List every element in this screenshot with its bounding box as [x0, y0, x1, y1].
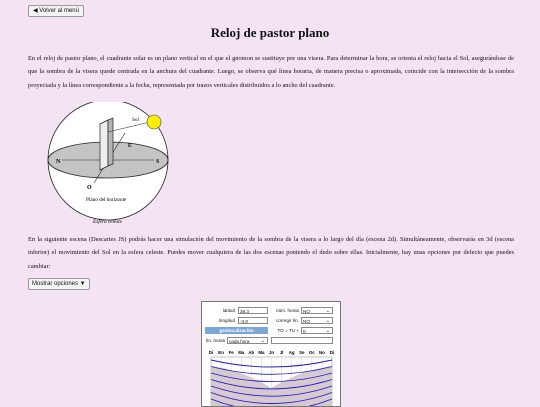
- celestial-sphere-diagram: [40, 102, 190, 227]
- latitude-input[interactable]: 39.3: [238, 307, 268, 314]
- shepherd-dial-canvas[interactable]: [202, 346, 340, 406]
- sun-icon: [147, 115, 161, 129]
- descartes-scene[interactable]: [201, 301, 341, 407]
- latitude-label: latitud: [222, 308, 235, 313]
- month-label: Di: [329, 350, 335, 355]
- num-hours-select[interactable]: NO ⌄: [301, 307, 333, 314]
- celestial-sphere-label: Esfera celeste: [93, 219, 122, 225]
- dial-plate: [100, 120, 108, 170]
- west-label: O: [87, 185, 92, 191]
- extra-input[interactable]: [271, 337, 333, 344]
- month-label: En: [218, 350, 224, 355]
- show-options-button[interactable]: Mostrar opciones ▼: [28, 278, 90, 290]
- intro-paragraph: En el reloj de pastor plano, el cuadrante solar es un plano vertical en el que el gnomon se sustituye por una visera. Para determinar la hora, se orienta el reloj hacia el Sol, asegurándose de que la sombra de la visera quede centrada en la anchura del cuadrante. Luego, se observa qué línea horaria, de manera precisa o aproximada, coincide con la intersección de la sombra proyectada y la línea correspondiente a la fecha, representada por trazos verticales distribuidos a lo ancho del cuadrante.: [28, 55, 514, 89]
- month-label: Ag: [288, 350, 295, 355]
- correct-lines-select[interactable]: NO ⌄: [301, 317, 333, 324]
- chevron-down-icon: ⌄: [325, 318, 330, 324]
- hour-lines-label: lín. horas: [206, 338, 225, 343]
- east-label: E: [128, 143, 132, 149]
- longitude-input[interactable]: -3.0: [238, 317, 268, 324]
- scene-description-paragraph: En la siguiente escena (Descartes JS) podrás hacer una simulación del movimiento de la sombra de la visera a lo largo del día (escena 2d). Simultáneamente, observarás en 3d (escena inferior) el movimiento del Sol en la esfera celeste. Puedes mover cualquiera de las dos escenas poniendo el dedo sobre ellas. Inicialmente, hay unas opciones por defecto que puedes cambiar:: [28, 236, 514, 270]
- horizon-plane-label: Plano del horizonte: [86, 197, 127, 203]
- chevron-down-icon: ⌄: [260, 338, 265, 344]
- to-tu-label: TO = TU +: [277, 328, 299, 333]
- month-label: Jl: [279, 350, 284, 355]
- page-title: Reloj de pastor plano: [210, 25, 330, 40]
- num-hours-label: núm. horas: [276, 308, 299, 313]
- north-label: N: [56, 159, 61, 165]
- chevron-down-icon: ⌄: [325, 328, 330, 334]
- south-label: S: [156, 159, 160, 165]
- correct-lines-label: corregir lín.: [276, 318, 299, 323]
- month-label: Jn: [268, 350, 275, 355]
- back-to-menu-button[interactable]: ◀ Volver al menú: [28, 5, 84, 17]
- month-label: Se: [299, 350, 305, 355]
- month-label: Ma: [258, 350, 265, 355]
- month-label: Ab: [248, 350, 255, 355]
- month-label: Oc: [308, 350, 315, 355]
- sol-label: Sol: [132, 117, 139, 123]
- month-label: No: [318, 350, 325, 355]
- longitude-label: longitud: [218, 318, 235, 323]
- to-tu-select[interactable]: 0 ⌄: [301, 327, 333, 334]
- month-label: Fe: [228, 350, 234, 355]
- geolocation-button[interactable]: geolocalización: [205, 327, 268, 334]
- month-label: Ma: [238, 350, 245, 355]
- chevron-down-icon: ⌄: [325, 308, 330, 314]
- month-label: Di: [208, 350, 214, 355]
- hour-lines-select[interactable]: cada hora ⌄: [227, 337, 268, 344]
